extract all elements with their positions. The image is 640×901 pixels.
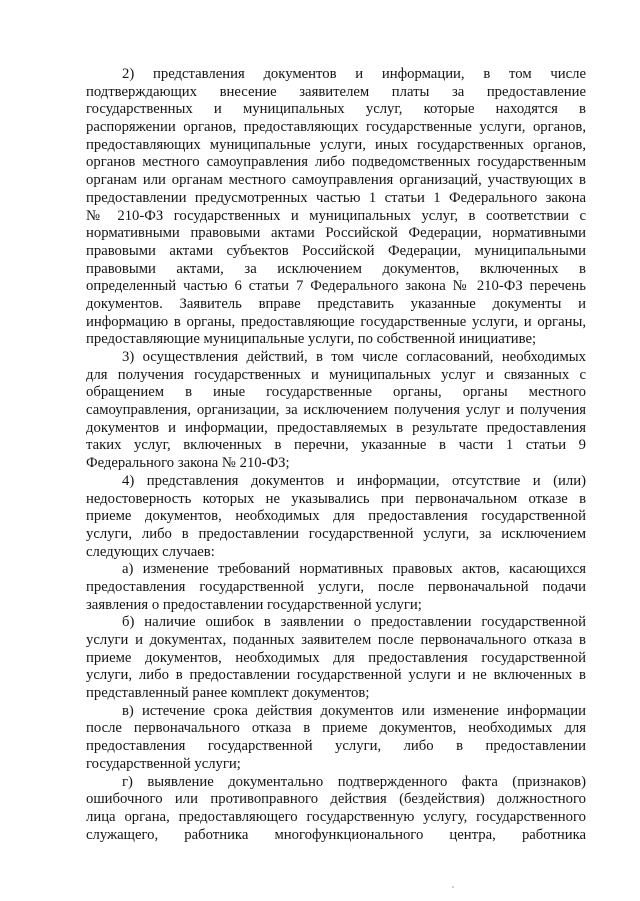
text-line: государственной услуги;	[86, 755, 241, 772]
text-line: распоряжении органов, предоставляющих государственные услуги, органов,	[86, 119, 586, 136]
text-line: предоставления государственной услуги, либо в предоставлении	[86, 738, 586, 755]
text-line: служащего, работника многофункционального центра, работника	[86, 826, 586, 843]
text-line: государственных и муниципальных услуг, которые находятся в	[86, 101, 586, 118]
text-line: приеме документов, необходимых для предоставления государственной	[86, 508, 586, 525]
paragraph-item-2	[86, 66, 586, 349]
text-line: в) истечение срока действия документов или изменение информации	[122, 702, 586, 719]
text-line: представленный ранее комплект документов;	[86, 685, 370, 702]
text-line: следующих случаев:	[86, 543, 215, 560]
text-line: правовыми актами, за исключением документов, включенных в	[86, 260, 586, 277]
text-line: органам или органам местного самоуправления организаций, участвующих в	[86, 172, 586, 189]
paragraph-item-4b	[86, 614, 586, 702]
text-line: услуги и документах, поданных заявителем после первоначального отказа в	[86, 632, 586, 648]
text-line: предоставляющие муниципальные услуги, по собственной инициативе;	[86, 331, 537, 348]
text-line: услуги, либо в предоставлении государственной услуги, за исключением	[86, 525, 586, 542]
text-line: Федерального закона № 210-ФЗ;	[86, 455, 290, 472]
scan-artifact	[452, 886, 454, 888]
text-line: 2) представления документов и информации, в том числе	[122, 66, 586, 82]
text-line: 4) представления документов и информации, отсутствие и (или)	[122, 472, 586, 489]
paragraph-item-4	[86, 473, 586, 561]
text-line: 3) осуществления действий, в том числе согласований, необходимых	[122, 349, 586, 365]
text-line: таких услуг, включенных в перечни, указанные в части 1 статьи 9	[86, 437, 586, 454]
paragraph-item-3	[86, 349, 586, 473]
text-line: органов местного самоуправления либо подведомственных государственным	[86, 154, 586, 171]
text-line: для получения государственных и муниципальных услуг и связанных с	[86, 366, 586, 383]
text-line: правовыми актами субъектов Российской Федерации, муниципальными	[86, 242, 586, 259]
text-line: после первоначального отказа в приеме документов, необходимых для	[86, 720, 586, 737]
text-line: информацию в органы, предоставляющие государственные услуги, и органы,	[86, 313, 586, 330]
paragraph-item-4g	[86, 774, 586, 845]
text-line: ошибочного или противоправного действия (бездействия) должностного	[86, 791, 586, 808]
text-line: предоставлении предусмотренных частью 1 статьи 1 Федерального закона	[86, 189, 586, 206]
text-line: № 210-ФЗ государственных и муниципальных услуг, в соответствии с	[86, 207, 586, 224]
text-line: документов. Заявитель вправе представить указанные документы и	[86, 295, 586, 312]
text-line: услуги, либо в предоставлении государственной услуги и не включенных в	[86, 667, 586, 684]
text-line: г) выявление документально подтвержденного факта (признаков)	[122, 773, 586, 790]
text-line: а) изменение требований нормативных правовых актов, касающихся	[122, 561, 586, 578]
paragraph-item-4v	[86, 703, 586, 774]
text-line: обращением в иные государственные органы, органы местного	[86, 384, 586, 401]
text-line: подтверждающих внесение заявителем платы за предоставление	[86, 83, 586, 100]
document-body	[86, 66, 586, 844]
text-line: заявления о предоставлении государственной услуги;	[86, 596, 422, 613]
text-line: предоставляющих муниципальные услуги, иных государственных органов,	[86, 136, 586, 153]
text-line: нормативными правовыми актами Российской Федерации, нормативными	[86, 225, 586, 242]
text-line: лица органа, предоставляющего государственную услугу, государственного	[86, 808, 586, 825]
text-line: самоуправления, организации, за исключением получения услуг и получения	[86, 402, 586, 419]
text-line: б) наличие ошибок в заявлении о предоставлении государственной	[122, 614, 586, 631]
text-line: предоставления государственной услуги, после первоначальной подачи	[86, 578, 586, 595]
text-line: документов и информации, предоставляемых в результате предоставления	[86, 419, 586, 436]
text-line: недостоверность которых не указывались при первоначальном отказе в	[86, 490, 586, 507]
text-line: приеме документов, необходимых для предоставления государственной	[86, 649, 586, 666]
paragraph-item-4a	[86, 561, 586, 614]
text-line: определенный частью 6 статьи 7 Федерального закона № 210-ФЗ перечень	[86, 278, 586, 295]
